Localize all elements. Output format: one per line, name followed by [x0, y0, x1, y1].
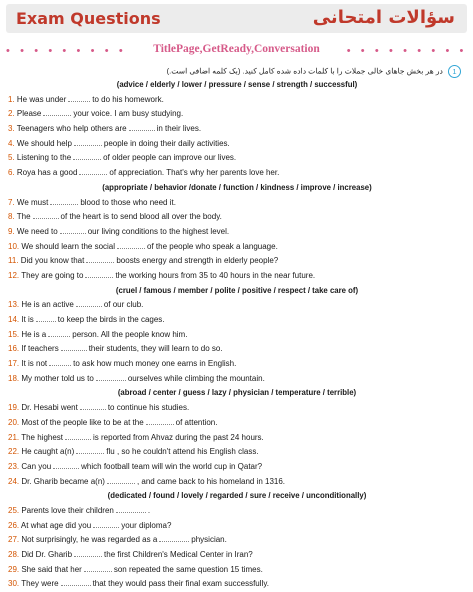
sentence-start: My mother told us to — [21, 373, 94, 383]
word-bank: (appropriate / behavior /donate / function / kindness / improve / increase) — [102, 182, 372, 192]
answer-blank[interactable] — [116, 504, 146, 513]
sentence-end: to do his homework. — [92, 94, 164, 104]
answer-blank[interactable] — [74, 548, 102, 557]
banner-dots-right: • • • • • • • • • — [346, 45, 467, 57]
question-line — [8, 240, 466, 255]
answer-blank[interactable] — [61, 577, 91, 586]
sentence-end: your voice. I am busy studying. — [73, 109, 184, 119]
sentence-end: your diploma? — [121, 520, 172, 530]
question-line — [8, 137, 466, 152]
question-line — [8, 504, 466, 519]
sentence-end: person. All the people know him. — [72, 329, 188, 339]
sentence-start: They are going to — [21, 270, 84, 280]
sentence-start: It is not — [21, 359, 48, 369]
question-line — [8, 166, 466, 181]
answer-blank[interactable] — [36, 313, 56, 322]
answer-blank[interactable] — [107, 475, 135, 484]
exercise-lines — [8, 78, 466, 592]
question-line — [8, 107, 466, 122]
sentence-start: Listening to the — [16, 153, 72, 163]
sentence-end: blood to those who need it. — [80, 197, 176, 207]
sentence-end: of the people who speak a language. — [147, 241, 278, 251]
sentence-start: We should learn the social — [21, 241, 116, 251]
question-number: 17. — [8, 359, 22, 369]
sentence-end: of attention. — [175, 417, 218, 427]
word-bank: (cruel / famous / member / polite / positive / respect / take care of) — [115, 285, 359, 295]
question-number: 23. — [8, 461, 22, 471]
question-number: 2. — [8, 109, 17, 119]
sentence-start: We need to — [16, 226, 58, 236]
sentence-end: which football team will win the world cup in Qatar? — [81, 461, 263, 471]
sentence-start: Dr. Hesabi went — [21, 403, 78, 413]
question-number: 3. — [8, 124, 17, 134]
question-number: 10. — [8, 241, 22, 251]
question-line — [8, 533, 466, 548]
question-line — [8, 298, 466, 313]
question-line — [8, 342, 466, 357]
question-line — [8, 151, 466, 166]
answer-blank[interactable] — [129, 122, 155, 131]
question-number: 7. — [8, 197, 17, 207]
question-number: 1. — [8, 94, 17, 104]
sentence-end: that they would pass their final exam successfully. — [92, 579, 269, 589]
question-line — [8, 475, 466, 490]
answer-blank[interactable] — [84, 563, 112, 572]
sentence-end: ourselves while climbing the mountain. — [127, 373, 265, 383]
question-number: 13. — [8, 300, 22, 310]
question-number: 12. — [8, 270, 22, 280]
question-number: 22. — [8, 447, 22, 457]
question-number: 9. — [8, 226, 17, 236]
question-number: 6. — [8, 168, 17, 178]
question-number: 4. — [8, 138, 17, 148]
question-number: 28. — [8, 550, 22, 559]
sentence-start: He is a — [21, 329, 47, 339]
answer-blank[interactable] — [117, 240, 145, 249]
sentence-end: the working hours from 35 to 40 hours in the near future. — [115, 270, 316, 280]
answer-blank[interactable] — [53, 460, 79, 469]
question-line — [8, 401, 466, 416]
answer-blank[interactable] — [49, 357, 71, 366]
question-line — [8, 357, 466, 372]
question-number: 30. — [8, 579, 22, 589]
answer-blank[interactable] — [33, 210, 59, 219]
sentence-end: people in doing their daily activities. — [103, 138, 230, 148]
answer-blank[interactable] — [80, 401, 106, 410]
answer-blank[interactable] — [76, 298, 102, 307]
sentence-end: to continue his studies. — [107, 403, 190, 413]
answer-blank[interactable] — [85, 269, 113, 278]
question-number: 21. — [8, 432, 22, 442]
sentence-start: The — [16, 212, 31, 222]
answer-blank[interactable] — [86, 254, 114, 263]
sentence-start: It is — [21, 315, 34, 324]
sentence-start: He is an active — [21, 300, 74, 310]
sentence-start: He caught a(n) — [21, 447, 75, 457]
answer-blank[interactable] — [74, 137, 102, 146]
sentence-start: Dr. Gharib became a(n) — [21, 476, 105, 486]
question-line — [8, 431, 466, 446]
question-line — [8, 577, 466, 592]
question-line — [8, 460, 466, 475]
sentence-end: of the heart is to send blood all over the body. — [60, 212, 222, 222]
question-line — [8, 196, 466, 211]
question-number: 14. — [8, 315, 22, 324]
sentence-end: of appreciation. That's why her parents love her. — [109, 168, 280, 178]
word-bank: (dedicated / found / lovely / regarded / sure / receive / unconditionally) — [107, 491, 367, 501]
question-line — [8, 254, 466, 269]
header-title-en: Exam Questions — [16, 9, 161, 28]
sentence-start: Can you — [21, 461, 52, 471]
answer-blank[interactable] — [73, 151, 101, 160]
answer-blank[interactable] — [61, 342, 87, 351]
answer-blank[interactable] — [146, 416, 174, 425]
question-line — [8, 93, 466, 108]
word-bank: (advice / elderly / lower / pressure / sense / strength / successful) — [116, 80, 358, 89]
question-number: 26. — [8, 520, 21, 530]
section-banner — [6, 43, 467, 59]
sentence-start: We should help — [16, 138, 72, 148]
sentence-end: to ask how much money one earns in English. — [73, 359, 237, 369]
sentence-end: their students, they will learn to do so. — [88, 344, 223, 354]
question-number: 15. — [8, 329, 22, 339]
answer-blank[interactable] — [48, 328, 70, 337]
question-line — [8, 445, 466, 460]
sentence-start: The highest — [21, 432, 64, 442]
sentence-start: They were — [21, 579, 59, 589]
answer-blank[interactable] — [60, 225, 86, 234]
sentence-start: She said that her — [21, 564, 82, 574]
header-bar — [6, 4, 467, 33]
sentence-start: If teachers — [21, 344, 59, 354]
question-line — [8, 416, 466, 431]
question-number: 29. — [8, 564, 22, 574]
sentence-start: Not surprisingly, he was regarded as a — [21, 535, 158, 545]
question-line — [8, 372, 466, 387]
banner-dots-left: • • • • • • • • • — [6, 45, 127, 57]
answer-blank[interactable] — [79, 166, 107, 175]
answer-blank[interactable] — [93, 519, 119, 528]
sentence-end: to keep the birds in the cages. — [57, 315, 165, 324]
question-line — [8, 122, 466, 137]
sentence-end: the first Children's Medical Center in Iran? — [104, 550, 253, 559]
question-number: 16. — [8, 344, 22, 354]
question-line — [8, 548, 466, 563]
sentence-end: our living conditions to the highest level. — [87, 226, 230, 236]
sentence-start: He was under — [16, 94, 67, 104]
question-line — [8, 563, 466, 578]
question-line — [8, 269, 466, 284]
sentence-start: Roya has a good — [16, 168, 78, 178]
question-number: 24. — [8, 476, 22, 486]
sentence-start: Did Dr. Gharib — [21, 550, 73, 559]
question-number: 18. — [8, 373, 22, 383]
sentence-start: At what age did you — [20, 520, 92, 530]
sentence-end: of older people can improve our lives. — [103, 153, 237, 163]
sentence-start: Teenagers who help others are — [16, 124, 127, 134]
sentence-end: . — [147, 505, 151, 515]
banner-title: TitlePage,GetReady,Conversation — [153, 43, 320, 55]
question-line — [8, 328, 466, 343]
question-number: 19. — [8, 403, 22, 413]
answer-blank[interactable] — [76, 445, 104, 454]
sentence-end: boosts energy and strength in elderly people? — [116, 256, 279, 266]
answer-blank[interactable] — [65, 431, 91, 440]
sentence-end: physician. — [191, 535, 227, 545]
sentence-end: in their lives. — [156, 124, 202, 134]
question-number: 5. — [8, 153, 17, 163]
sentence-end: son repeated the same question 15 times. — [113, 564, 263, 574]
instruction-line — [0, 65, 461, 78]
sentence-end: of our club. — [103, 300, 144, 310]
question-number: 8. — [8, 212, 17, 222]
answer-blank[interactable] — [68, 93, 90, 102]
sentence-start: Did you know that — [20, 256, 85, 266]
question-line — [8, 210, 466, 225]
sentence-end: flu , so he couldn't attend his English class. — [106, 447, 259, 457]
answer-blank[interactable] — [50, 196, 78, 205]
question-number: 20. — [8, 417, 22, 427]
question-line — [8, 225, 466, 240]
sentence-start: Most of the people like to be at the — [21, 417, 144, 427]
sentence-start: We must — [16, 197, 49, 207]
question-line — [8, 519, 466, 534]
header-title-fa: سؤالات امتحانی — [312, 7, 455, 28]
question-number: 11. — [8, 256, 21, 266]
sentence-end: is reported from Ahvaz during the past 24 hours. — [93, 432, 264, 442]
answer-blank[interactable] — [43, 107, 71, 116]
question-number-badge: 1 — [448, 65, 461, 78]
question-line — [8, 313, 466, 328]
answer-blank[interactable] — [96, 372, 126, 381]
question-number: 25. — [8, 505, 22, 515]
word-bank: (abroad / center / guess / lazy / physician / temperature / terrible) — [117, 388, 357, 398]
sentence-start: Parents love their children — [21, 505, 114, 515]
sentence-start: Please — [16, 109, 42, 119]
instruction-text: در هر بخش جاهای خالی جملات را با کلمات داده شده کامل کنید. (یک کلمه اضافی است.) — [166, 66, 443, 76]
sentence-end: , and came back to his homeland in 1316. — [136, 476, 286, 486]
question-number: 27. — [8, 535, 22, 545]
